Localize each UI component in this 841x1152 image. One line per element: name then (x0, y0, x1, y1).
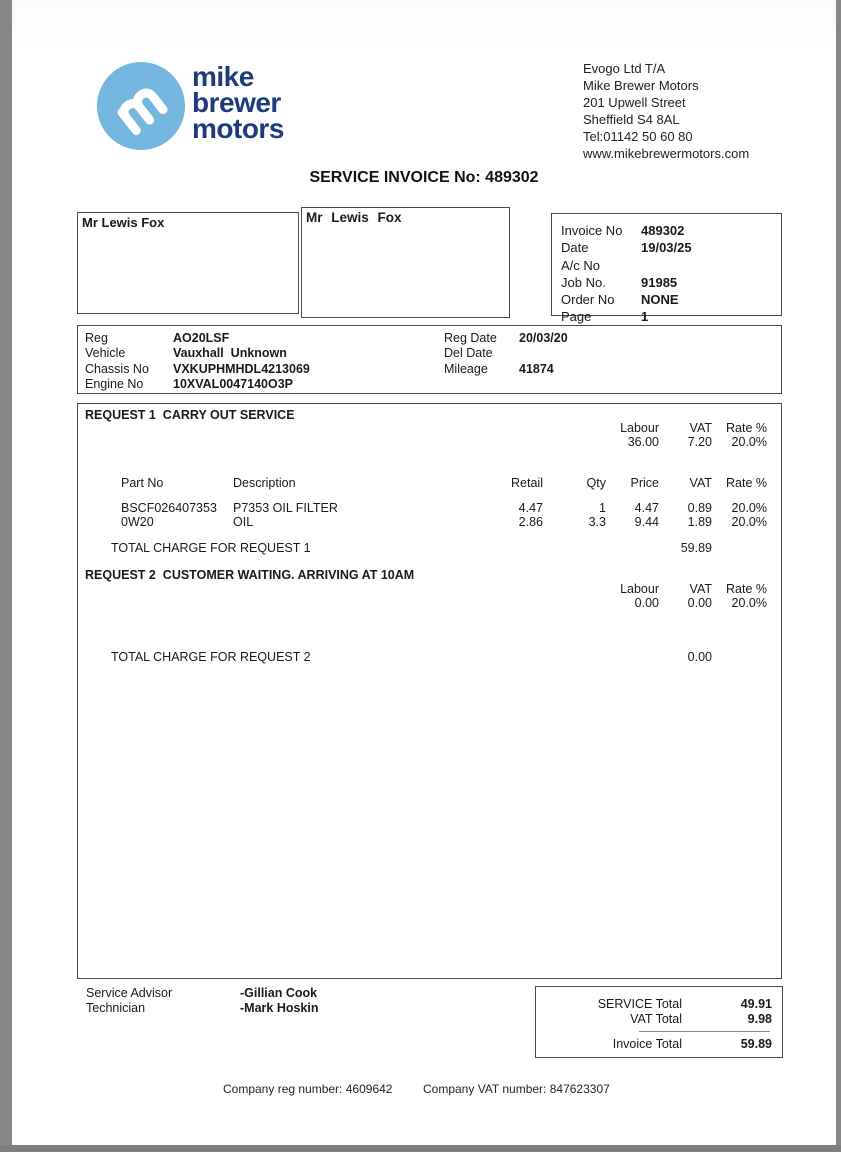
reg-value: AO20LSF (173, 331, 230, 345)
company-reg-number: Company reg number: 4609642 (223, 1082, 393, 1096)
order-no-value: NONE (641, 292, 679, 308)
invoice-info-row (561, 308, 781, 325)
vat-header: VAT (689, 476, 712, 490)
retail-cell: 2.86 (518, 515, 543, 529)
technician-label: Technician (86, 1001, 146, 1015)
mileage-value: 41874 (519, 361, 554, 376)
qty-cell: 1 (599, 501, 606, 515)
request-1-title: REQUEST 1 CARRY OUT SERVICE (85, 408, 295, 422)
logo-word-brewer: brewer (192, 87, 281, 118)
description-cell: OIL (233, 515, 254, 529)
rate-cell: 20.0% (731, 501, 767, 515)
vehicle-info-left (85, 331, 310, 392)
vat-header: VAT (689, 421, 712, 435)
logo-wordmark (192, 61, 284, 144)
vat-total-label: VAT Total (630, 1012, 682, 1026)
page-label: Page (561, 309, 592, 325)
reg-date-label: Reg Date (444, 331, 497, 345)
invoice-info-row (561, 257, 781, 274)
vehicle-info-right (444, 331, 568, 377)
technician-value: -Mark Hoskin (240, 1001, 319, 1015)
del-date-row (444, 346, 568, 361)
part-no-cell: 0W20 (121, 515, 154, 529)
date-label: Date (561, 240, 589, 256)
logo-word-mike: mike (192, 61, 254, 92)
company-line: Sheffield S4 8AL (583, 112, 680, 127)
vat-value: 7.20 (687, 435, 712, 449)
price-cell: 4.47 (634, 501, 659, 515)
company-line: 201 Upwell Street (583, 95, 686, 110)
engine-value: 10XVAL0047140O3P (173, 376, 293, 391)
invoice-no-value: 489302 (641, 223, 685, 238)
invoice-total-value: 59.89 (740, 1037, 772, 1051)
invoice-info-row (561, 274, 781, 291)
reg-date-value: 20/03/20 (519, 331, 568, 345)
rate-header: Rate % (726, 421, 767, 435)
page-value: 1 (641, 309, 649, 325)
request-1-total-value: 59.89 (680, 541, 712, 555)
request-2-title-line (78, 568, 783, 582)
background-right-strip (836, 0, 841, 1152)
date-value: 19/03/25 (641, 240, 692, 256)
chassis-row (85, 362, 310, 377)
rate-value: 20.0% (731, 435, 767, 449)
customer-address-box (77, 212, 299, 314)
labour-value: 0.00 (634, 596, 659, 610)
invoice-title: SERVICE INVOICE No: 489302 (309, 169, 539, 186)
rate-header: Rate % (726, 476, 767, 490)
company-website: www.mikebrewermotors.com (583, 146, 750, 161)
job-no-label: Job No. (561, 274, 606, 290)
part-row (78, 515, 783, 529)
request-2-labour-values (78, 596, 783, 610)
part-no-header: Part No (121, 476, 164, 490)
invoice-info-box (551, 213, 782, 325)
service-total-row (536, 997, 784, 1011)
vat-cell: 1.89 (687, 515, 712, 529)
service-total-value: 49.91 (740, 997, 772, 1011)
invoice-page (12, 0, 836, 1145)
service-total-label: SERVICE Total (597, 997, 682, 1011)
request-2-total-line (78, 650, 783, 664)
part-row (78, 501, 783, 515)
labour-header: Labour (620, 421, 659, 435)
vehicle-info-box (77, 325, 782, 394)
totals-box (535, 986, 783, 1058)
delivery-name: Mr Lewis Fox (306, 210, 402, 225)
price-header: Price (630, 476, 659, 490)
chassis-label: Chassis No (85, 361, 149, 376)
company-address (583, 60, 749, 162)
engine-label: Engine No (85, 376, 144, 391)
request-1-labour-header (78, 421, 783, 435)
request-2-total-label: TOTAL CHARGE FOR REQUEST 2 (111, 650, 311, 664)
company-line: Evogo Ltd T/A (583, 61, 666, 76)
request-2-title: REQUEST 2 CUSTOMER WAITING. ARRIVING AT 10AM (85, 568, 415, 582)
request-1-title-line (78, 408, 783, 422)
request-1-total-label: TOTAL CHARGE FOR REQUEST 1 (111, 541, 311, 555)
invoice-no-label: Invoice No (561, 223, 623, 238)
labour-header: Labour (620, 582, 659, 596)
chassis-value: VXKUPHMHDL4213069 (173, 361, 310, 376)
totals-divider (639, 1031, 770, 1032)
part-no-cell: BSCF026407353 (121, 501, 217, 515)
mike-brewer-motors-logo-icon (97, 62, 185, 150)
vehicle-value: Vauxhall Unknown (173, 346, 287, 361)
invoice-info-row (561, 222, 781, 239)
invoice-info-row (561, 291, 781, 308)
vat-header: VAT (689, 582, 712, 596)
price-cell: 9.44 (634, 515, 659, 529)
vat-total-value: 9.98 (747, 1012, 772, 1026)
invoice-total-label: Invoice Total (612, 1037, 682, 1051)
requests-box (77, 403, 782, 979)
mileage-label: Mileage (444, 361, 488, 376)
invoice-info-row (561, 239, 781, 256)
rate-cell: 20.0% (731, 515, 767, 529)
company-phone: Tel:01142 50 60 80 (583, 129, 693, 144)
engine-row (85, 377, 310, 392)
company-line: Mike Brewer Motors (583, 78, 699, 93)
description-header: Description (233, 476, 296, 490)
request-1-total-line (78, 541, 783, 555)
customer-name: Mr Lewis Fox (82, 215, 165, 230)
retail-cell: 4.47 (518, 501, 543, 515)
del-date-label: Del Date (444, 346, 493, 361)
reg-label: Reg (85, 331, 108, 345)
request-2-total-value: 0.00 (687, 650, 712, 664)
mileage-row (444, 362, 568, 377)
vat-value: 0.00 (687, 596, 712, 610)
reg-date-row (444, 331, 568, 346)
invoice-total-row (536, 1037, 784, 1051)
qty-header: Qty (586, 476, 606, 490)
order-no-label: Order No (561, 292, 615, 308)
ac-no-label: A/c No (561, 257, 601, 273)
qty-cell: 3.3 (588, 515, 606, 529)
job-no-value: 91985 (641, 274, 678, 290)
reg-row (85, 331, 310, 346)
request-1-labour-values (78, 435, 783, 449)
company-vat-number: Company VAT number: 847623307 (423, 1082, 610, 1096)
vehicle-row (85, 346, 310, 361)
vehicle-label: Vehicle (85, 346, 126, 361)
logo-word-motors: motors (192, 113, 284, 144)
vat-total-row (536, 1012, 784, 1026)
labour-value: 36.00 (627, 435, 659, 449)
retail-header: Retail (511, 476, 543, 490)
service-advisor-label: Service Advisor (86, 986, 173, 1000)
service-advisor-value: -Gillian Cook (240, 986, 318, 1000)
rate-value: 20.0% (731, 596, 767, 610)
background-bottom-strip (0, 1145, 841, 1152)
delivery-address-box (301, 207, 510, 318)
vat-cell: 0.89 (687, 501, 712, 515)
parts-table-header (78, 476, 783, 490)
request-2-labour-header (78, 582, 783, 596)
rate-header: Rate % (726, 582, 767, 596)
description-cell: P7353 OIL FILTER (233, 501, 338, 515)
